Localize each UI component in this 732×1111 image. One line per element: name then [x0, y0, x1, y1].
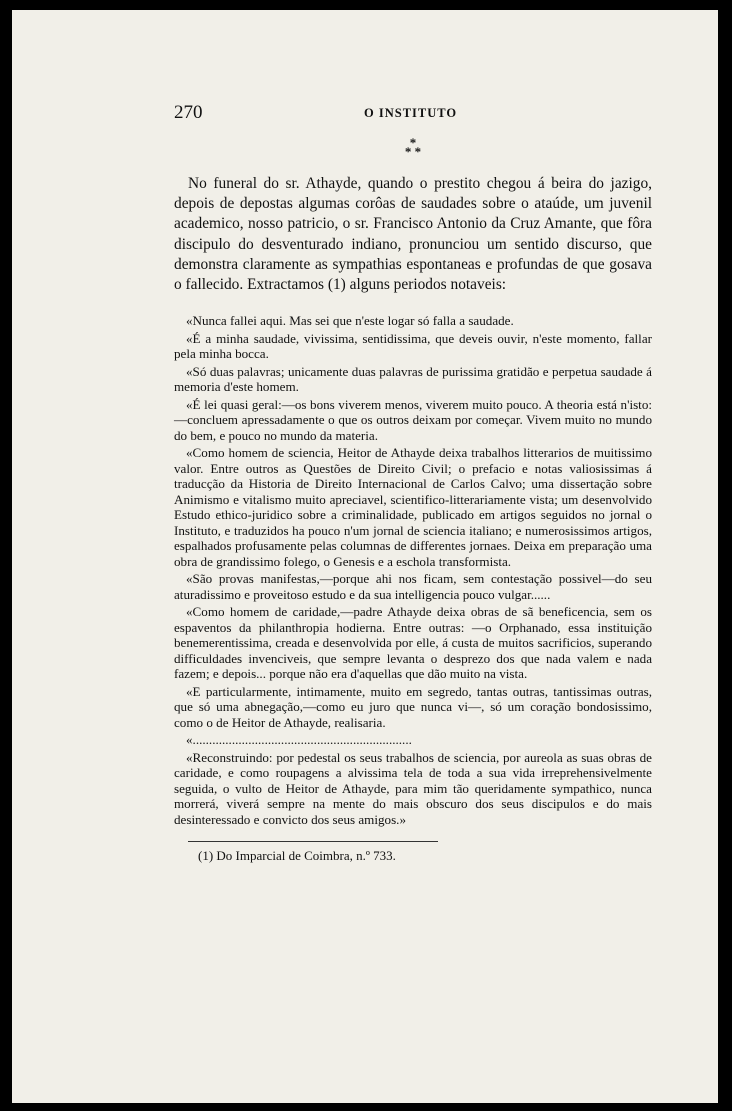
intro-paragraph: No funeral do sr. Athayde, quando o prestito chegou á beira do jazigo, depois de depostas algumas corôas de saudades sobre o ataúde, um juvenil academico, nosso patricio, o sr. Francisco Antonio da Cruz Amante, que fôra discipulo do desventurado indiano, pronunciou um sentido discurso, que demonstra claramente as sympathias espontaneas e profundas de que gosava o fallecido. Extractamos (1) alguns periodos notaveis:	[174, 175, 652, 294]
section-separator: * * *	[404, 135, 422, 159]
running-title: O INSTITUTO	[364, 106, 458, 120]
quote-paragraph: «Reconstruindo: por pedestal os seus trabalhos de sciencia, por aureola as suas obras de caridade, e como roupagens a alvissima tela de toda a sua vida irreprehensivelmente seguida, o vulto de Heitor de Athayde, para mim tão queridamente sympathico, nunca morrerá, viverá sempre na mente do mais obscuro dos seus discipulos e do mais desinteressado e convicto dos seus amigos.»	[174, 749, 652, 827]
footnote: (1) Do Imparcial de Coimbra, n.º 733.	[198, 848, 396, 864]
page-header	[174, 102, 652, 128]
quote-paragraph: «É a minha saudade, vivissima, sentidissima, que deveis ouvir, n'este momento, fallar pela minha bocca.	[174, 330, 652, 362]
quote-paragraph: «...................................................................	[186, 732, 412, 748]
page-content	[174, 102, 652, 864]
speech-excerpts	[174, 313, 652, 827]
quote-paragraph: «Só duas palavras; unicamente duas palavras de purissima gratidão e perpetua saudade á memoria d'este homem.	[174, 363, 652, 395]
quote-paragraph: «Como homem de caridade,—padre Athayde deixa obras de sã beneficencia, sem os espaventos da philanthropia hodierna. Entre outras: —o Orphanado, essa instituição benemerentissima, creada e desenvolvida por elle, á custa de muitos sacrificios, superando difficuldades invenciveis, que sempre levanta o desprezo dos que nada valem e nada fazem; e depois... porque não era d'aquellas que dão muito na vista.	[174, 604, 652, 682]
page-number: 270	[174, 102, 203, 123]
page-sheet	[12, 10, 718, 1103]
quote-paragraph: «São provas manifestas,—porque ahi nos ficam, sem contestação possivel—do seu aturadissimo e proveitoso estudo e da sua intelligencia pouco vulgar......	[174, 571, 652, 602]
quote-paragraph: «É lei quasi geral:—os bons viverem menos, viverem muito pouco. A theoria está n'isto:—concluem apressadamente o que os outros deixam por começar. Vivem muito no mundo do bem, e pouco no mundo da materia.	[174, 396, 652, 443]
quote-paragraph: «Como homem de sciencia, Heitor de Athayde deixa trabalhos litterarios de muitissimo valor. Entre outros as Questões de Direito Civil; o prefacio e notas valiosissimas á traducção da Historia de Direito Internacional de Carlos Calvo; uma dissertação sobre Animismo e vitalismo muito apreciavel, scientifico-litterariamente vista; um desenvolvido Estudo ethico-juridico sobre a criminalidade, publicado em artigos seguidos no jornal o Instituto, e traduzidos ha pouco n'um jornal de sciencia italiano; e numerosissimos artigos, espalhados profusamente pelas columnas de differentes jornaes. Deixa em preparação uma obra de grandissimo folego, o Genesis e a eschola transformista.	[174, 445, 652, 569]
footnote-rule	[188, 841, 438, 842]
quote-paragraph: «E particularmente, intimamente, muito em segredo, tantas outras, tantissimas outras, que só uma abnegação,—como eu juro que nunca vi—, só um coração bondosissimo, como o de Heitor de Athayde, realisaria.	[174, 683, 652, 730]
quote-paragraph: «Nunca fallei aqui. Mas sei que n'este logar só falla a saudade.	[186, 313, 514, 329]
